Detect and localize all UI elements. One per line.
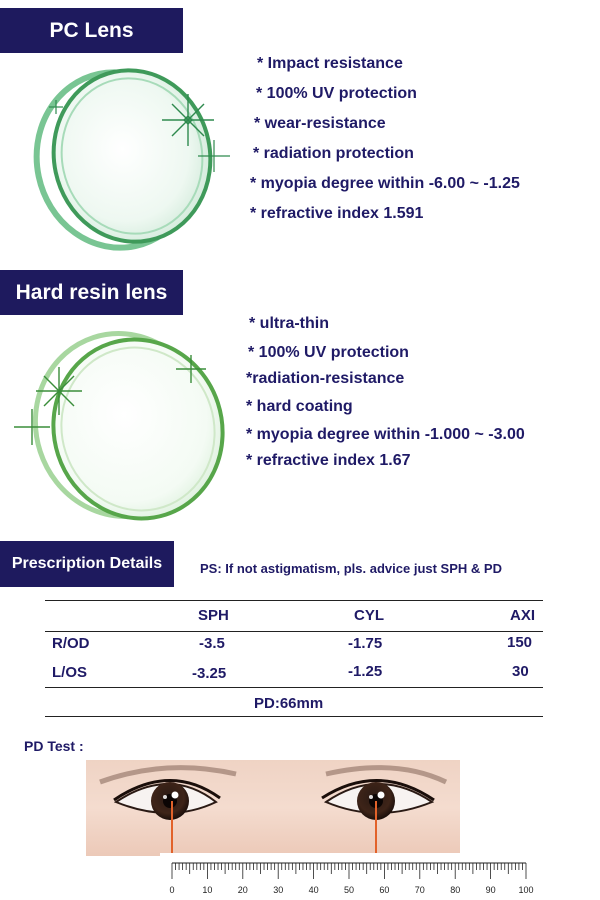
table-header-rule [45, 631, 543, 632]
feature-item: * myopia degree within -6.00 ~ -1.25 [250, 175, 520, 192]
pc-lens-title [0, 8, 183, 53]
ruler-label: 100 [518, 885, 534, 895]
cell-rod-sph: -3.5 [199, 635, 225, 652]
ruler-label: 50 [343, 885, 355, 895]
ruler-label: 10 [202, 885, 213, 895]
ruler-label: 80 [450, 885, 461, 895]
cell-rod-axi: 150 [507, 634, 533, 651]
table-bottom-rule [45, 716, 543, 717]
feature-item: *radiation-resistance [246, 370, 405, 387]
pd-value: PD:66mm [254, 695, 324, 712]
header-cyl: CYL [354, 607, 384, 624]
ruler-label: 40 [308, 885, 319, 895]
ruler-label: 0 [169, 885, 175, 895]
resin-lens-title-text: Hard resin lens [15, 280, 168, 304]
pd-ruler [160, 853, 538, 897]
header-axi: AXI [510, 607, 536, 624]
feature-item: * refractive index 1.591 [250, 205, 424, 222]
ruler-label: 20 [237, 885, 248, 895]
resin-lens-image [10, 325, 240, 530]
feature-item: * Impact resistance [257, 55, 403, 72]
feature-item: * 100% UV protection [256, 85, 417, 102]
ruler-label: 60 [379, 885, 390, 895]
table-top-rule [45, 600, 543, 601]
feature-item: * refractive index 1.67 [246, 452, 411, 469]
ruler-label: 30 [273, 885, 284, 895]
prescription-note: PS: If not astigmatism, pls. advice just SPH & PD [200, 561, 502, 576]
feature-item: * ultra-thin [249, 315, 329, 332]
row-label-rod: R/OD [52, 635, 90, 652]
eyes-photo [86, 760, 460, 856]
resin-lens-title [0, 270, 183, 315]
pc-lens-image [22, 60, 237, 260]
pd-test-title: PD Test : [24, 738, 84, 754]
feature-item: * radiation protection [253, 145, 414, 162]
header-sph: SPH [198, 607, 229, 624]
pc-lens-title-text: PC Lens [49, 18, 134, 42]
feature-item: * wear-resistance [254, 115, 386, 132]
feature-item: * hard coating [246, 398, 353, 415]
cell-los-cyl: -1.25 [348, 663, 383, 680]
table-mid-rule [45, 687, 543, 688]
prescription-title [0, 541, 174, 587]
feature-item: * myopia degree within -1.000 ~ -3.00 [246, 426, 525, 443]
feature-item: * 100% UV protection [248, 344, 409, 361]
cell-rod-cyl: -1.75 [348, 635, 383, 652]
row-label-los: L/OS [52, 664, 88, 681]
cell-los-sph: -3.25 [192, 665, 227, 682]
ruler-label: 90 [485, 885, 496, 895]
cell-los-axi: 30 [512, 663, 529, 680]
ruler-label: 70 [414, 885, 425, 895]
prescription-title-text: Prescription Details [11, 555, 163, 572]
